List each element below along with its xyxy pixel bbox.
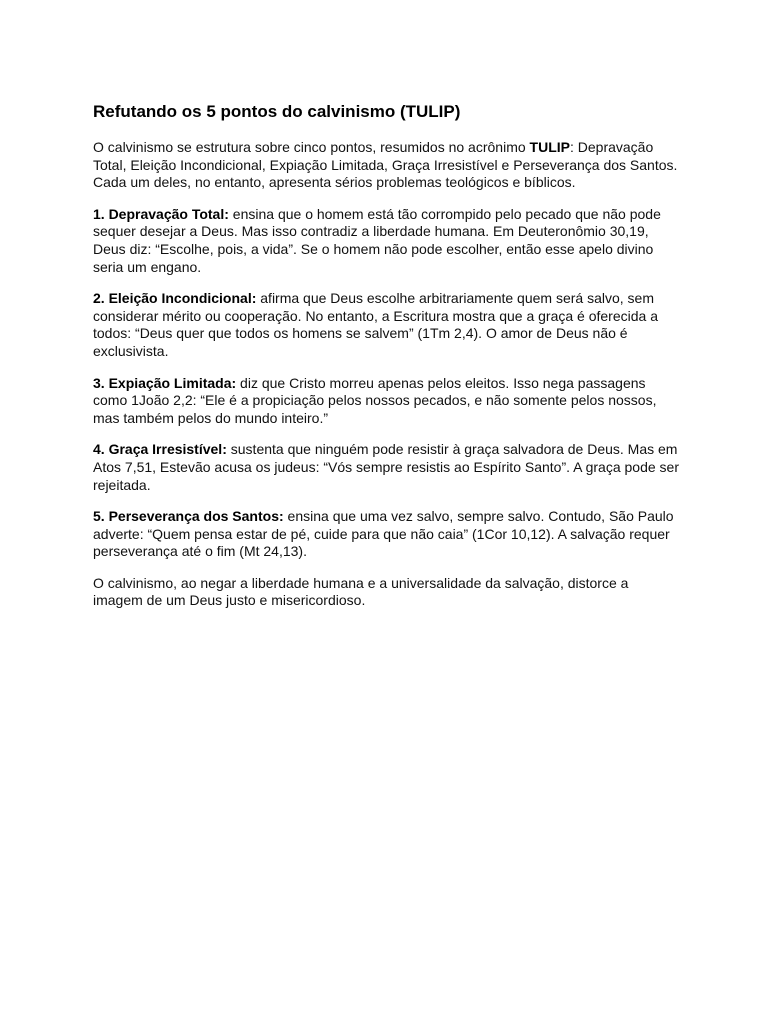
point-paragraph-5 (93, 508, 679, 561)
point-heading-4: 4. Graça Irresistível: (93, 441, 227, 458)
intro-acronym: TULIP (529, 139, 570, 155)
point-paragraph-3 (93, 375, 679, 428)
point-heading-1: 1. Depravação Total: (93, 205, 229, 222)
intro-paragraph (93, 139, 679, 192)
point-text-2: afirma que Deus escolhe arbitrariamente quem será salvo, sem considerar mérito ou cooperação. No entanto, a Escritura mostra que a graça é oferecida a todos: “Deus quer que todos os homens se salvem” (1Tm 2,4). O amor de Deus não é exclusivista. (93, 290, 658, 359)
point-text-4: sustenta que ninguém pode resistir à graça salvadora de Deus. Mas em Atos 7,51, Estevão acusa os judeus: “Vós sempre resistis ao Espírito Santo”. A graça pode ser rejeitada. (93, 441, 679, 493)
point-paragraph-2 (93, 290, 679, 360)
point-heading-3: 3. Expiação Limitada: (93, 374, 237, 391)
point-heading-2: 2. Eleição Incondicional: (93, 290, 257, 307)
point-paragraph-1 (93, 206, 679, 276)
point-text-1: ensina que o homem está tão corrompido pelo pecado que não pode sequer desejar a Deus. Mas isso contradiz a liberdade humana. Em Deuteronômio 30,19, Deus diz: “Escolhe, pois, a vida”. Se o homem não pode escolher, então esse apelo divino seria um engano. (93, 205, 661, 275)
document-title: Refutando os 5 pontos do calvinismo (TULIP) (93, 102, 461, 121)
point-text-5: ensina que uma vez salvo, sempre salvo. Contudo, São Paulo adverte: “Quem pensa estar de pé, cuide para que não caia” (1Cor 10,12). A salvação requer perseverança até o fim (Mt 24,13). (93, 508, 674, 560)
point-paragraph-4 (93, 441, 679, 494)
document-page (93, 101, 679, 624)
point-text-3: diz que Cristo morreu apenas pelos eleitos. Isso nega passagens como 1João 2,2: “Ele é a propiciação pelos nossos pecados, e não somente pelos nossos, mas também pelos do mundo inteiro.” (93, 374, 657, 426)
point-heading-5: 5. Perseverança dos Santos: (93, 508, 284, 525)
intro-text-before: O calvinismo se estrutura sobre cinco pontos, resumidos no acrônimo (93, 139, 530, 155)
conclusion-paragraph: O calvinismo, ao negar a liberdade humana e a universalidade da salvação, distorce a imagem de um Deus justo e misericordioso. (93, 574, 629, 609)
intro-text-after: : Depravação Total, Eleição Incondicional, Expiação Limitada, Graça Irresistível e Perseverança dos Santos. Cada um deles, no entanto, apresenta sérios problemas teológicos e bíblicos. (93, 139, 678, 191)
